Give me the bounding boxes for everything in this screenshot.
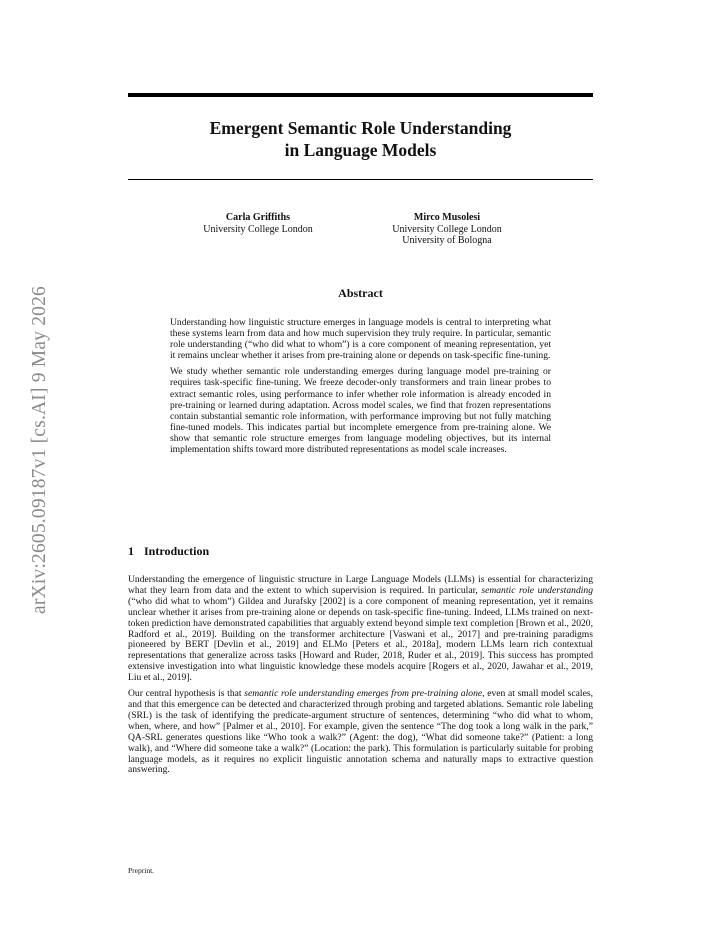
paper-title [128, 117, 593, 161]
abstract-paragraph-1: Understanding how linguistic structure emerges in language models is central to interpreting what these systems learn from data and how much supervision they truly require. In particular, semantic role understanding (“who did what to whom”) is a core component of meaning representation, yet it remains unclear whether it arises from pre-training alone or depends on task-specific fine-tuning. [170, 317, 551, 362]
preprint-footer: Preprint. [128, 866, 155, 875]
section-heading-introduction [128, 544, 209, 559]
introduction-body [128, 575, 593, 781]
title-bottom-rule [128, 179, 593, 180]
abstract-paragraph-2: We study whether semantic role understanding emerges during language model pre-training or requires task-specific fine-tuning. We freeze decoder-only transformers and train linear probes to extract semantic roles, using performance to infer whether role information is already encoded in pre-training or learned during adaptation. Across model scales, we find that frozen representations contain substantial semantic role information, with performance improving but not fully matching fine-tuned models. This indicates partial but incomplete emergence from pre-training alone. We show that semantic role structure emerges from language modeling objectives, but its internal implementation shifts toward more distributed representations as model scale increases. [170, 366, 551, 456]
paragraph-text: Our central hypothesis is that [128, 688, 245, 700]
paragraph-text: (“who did what to whom”) Gildea and Jurafsky [2002] is a core component of meaning representation, yet it remains unclear whether it arises from pre-training alone or depends on task-specific fine-tuning. Indeed, LLMs trained on next-token prediction have demonstrated capabilities that arguably extend beyond simple text completion [Brown et al., 2020, Radford et al., 2019]. Building on the transformer architecture [Vaswani et al., 2017] and pre-training paradigms pioneered by BERT [Devlin et al., 2019] and ELMo [Peters et al., 2018a], modern LLMs learn rich contextual representations that generalize across tasks [Howard and Ruder, 2018, Ruder et al., 2019]. This success has prompted extensive investigation into what linguistic knowledge these models acquire [Rogers et al., 2020, Jawahar et al., 2019, Liu et al., 2019]. [128, 595, 593, 684]
abstract-heading: Abstract [338, 286, 383, 300]
arxiv-identifier: arXiv:2605.09187v1 [cs.AI] 9 May 2026 [29, 285, 50, 615]
author-block-1 [158, 212, 358, 235]
paragraph-text: , even at small model scales, and that this emergence can be detected and characterized through probing and targeted ablations. Semantic role labeling (SRL) is the task of identifying the predicate-argument structure of sentences, determining “who did what to whom, when, where, and how” [Palmer et al., 2010]. For example, given the sentence “The dog took a long walk in the park,” QA-SRL generates questions like “Who took a walk?” (Agent: the dog), “What did someone take?” (Patient: a long walk), and “Where did someone take a walk?” (Location: the park). This formulation is particularly suitable for probing language models, as it requires no explicit linguistic annotation schema and naturally maps to extractive question answering. [128, 688, 593, 776]
author-affiliation: University College London [203, 223, 313, 235]
introduction-paragraph-2 [128, 689, 593, 776]
paragraph-text: Understanding the emergence of linguistic structure in Large Language Models (LLMs) is essential for characterizing what they learn from data and the extent to which supervision is required. In particular, [128, 574, 593, 596]
title-top-rule [128, 93, 593, 97]
author-affiliation: University of Bologna [402, 235, 492, 246]
author-affiliation: University College London [392, 223, 502, 235]
author-name: Mirco Musolesi [413, 212, 481, 223]
author-name: Carla Griffiths [225, 212, 291, 223]
author-block-2 [347, 212, 547, 247]
section-number: 1 [128, 544, 134, 558]
section-title: Introduction [144, 544, 210, 558]
abstract-body [170, 317, 551, 460]
paper-title-line-2: in Language Models [284, 140, 437, 160]
introduction-paragraph-1 [128, 575, 593, 684]
emphasized-text: semantic role understanding [481, 584, 594, 596]
paper-title-line-1: Emergent Semantic Role Understanding [209, 118, 512, 138]
emphasized-text: semantic role understanding emerges from pre-training alone [244, 688, 483, 700]
